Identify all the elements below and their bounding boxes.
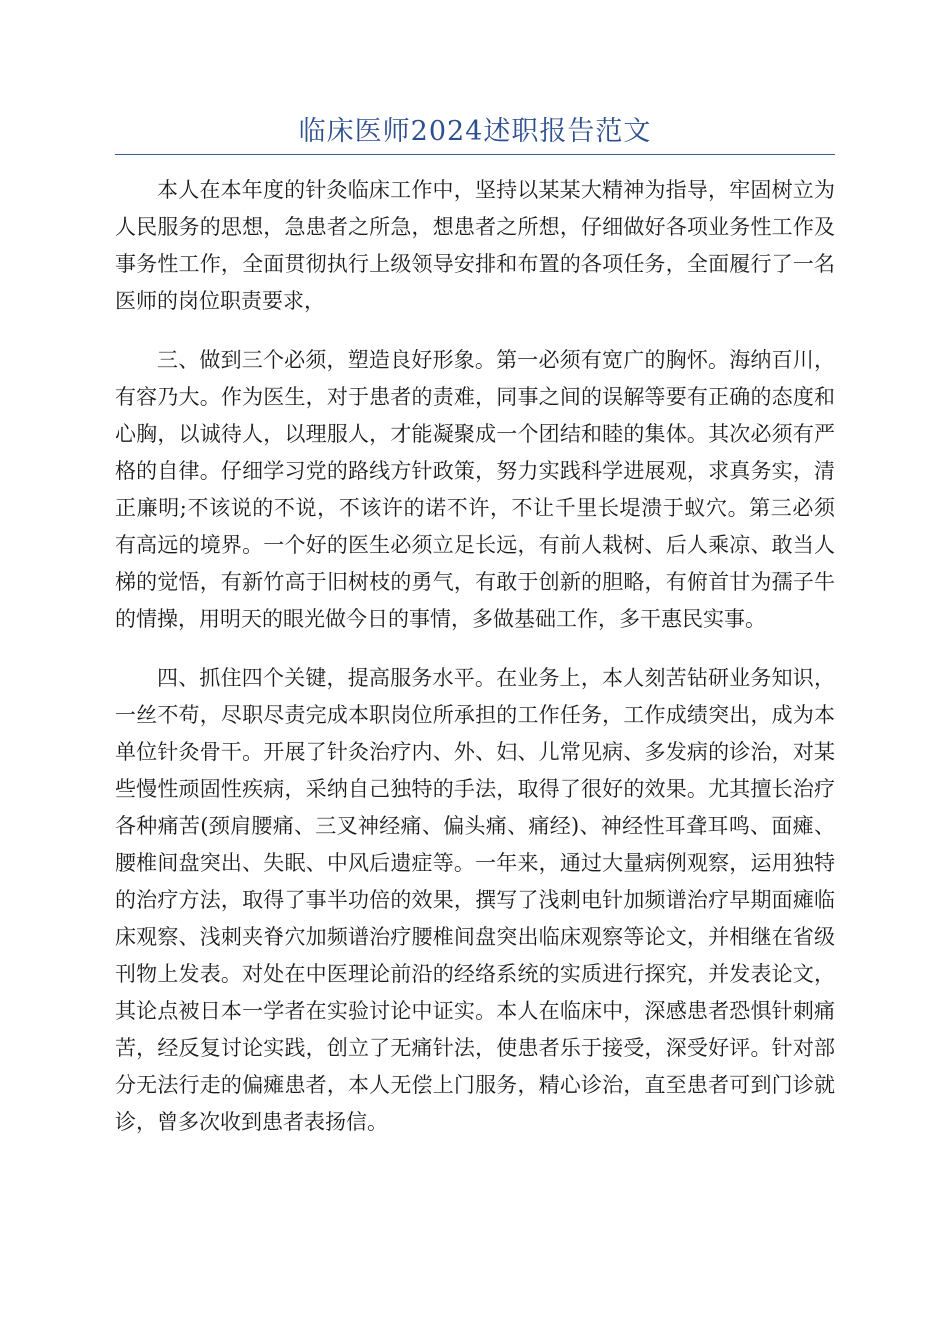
- document-body: [115, 172, 835, 1163]
- paragraph-intro: 本人在本年度的针灸临床工作中，坚持以某某大精神为指导，牢固树立为人民服务的思想，急患者之所急，想患者之所想，仔细做好各项业务性工作及事务性工作，全面贯彻执行上级领导安排和布置的各项任务，全面履行了一名医师的岗位职责要求，: [115, 178, 835, 313]
- title-underline: [115, 154, 835, 155]
- document-title: 临床医师2024述职报告范文: [298, 116, 652, 147]
- paragraph-four-keys: 四、抓住四个关键，提高服务水平。在业务上，本人刻苦钻研业务知识，一丝不苟，尽职尽责完成本职岗位所承担的工作任务，工作成绩突出，成为本单位针灸骨干。开展了针灸治疗内、外、妇、儿常见病、多发病的诊治，对某些慢性顽固性疾病，采纳自己独特的手法，取得了很好的效果。尤其擅长治疗各种痛苦(颈肩腰痛、三叉神经痛、偏头痛、痛经)、神经性耳聋耳鸣、面瘫、腰椎间盘突出、失眠、中风后遗症等。一年来，通过大量病例观察，运用独特的治疗方法，取得了事半功倍的效果，撰写了浅刺电针加频谱治疗早期面瘫临床观察、浅刺夹脊穴加频谱治疗腰椎间盘突出临床观察等论文，并相继在省级刊物上发表。对处在中医理论前沿的经络系统的实质进行探究，并发表论文，其论点被日本一学者在实验讨论中证实。本人在临床中，深感患者恐惧针刺痛苦，经反复讨论实践，创立了无痛针法，使患者乐于接受，深受好评。针对部分无法行走的偏瘫患者，本人无偿上门服务，精心诊治，直至患者可到门诊就诊，曾多次收到患者表扬信。: [115, 666, 835, 1134]
- paragraph-three-musts: 三、做到三个必须，塑造良好形象。第一必须有宽广的胸怀。海纳百川，有容乃大。作为医生，对于患者的责难，同事之间的误解等要有正确的态度和心胸，以诚待人，以理服人，才能凝聚成一个团结和睦的集体。其次必须有严格的自律。仔细学习党的路线方针政策，努力实践科学进展观，求真务实，清正廉明;不该说的不说，不该许的诺不许，不让千里长堤溃于蚁穴。第三必须有高远的境界。一个好的医生必须立足长远，有前人栽树、后人乘凉、敢当人梯的觉悟，有新竹高于旧树枝的勇气，有敢于创新的胆略，有俯首甘为孺子牛的情操，用明天的眼光做今日的事情，多做基础工作，多干惠民实事。: [115, 348, 835, 631]
